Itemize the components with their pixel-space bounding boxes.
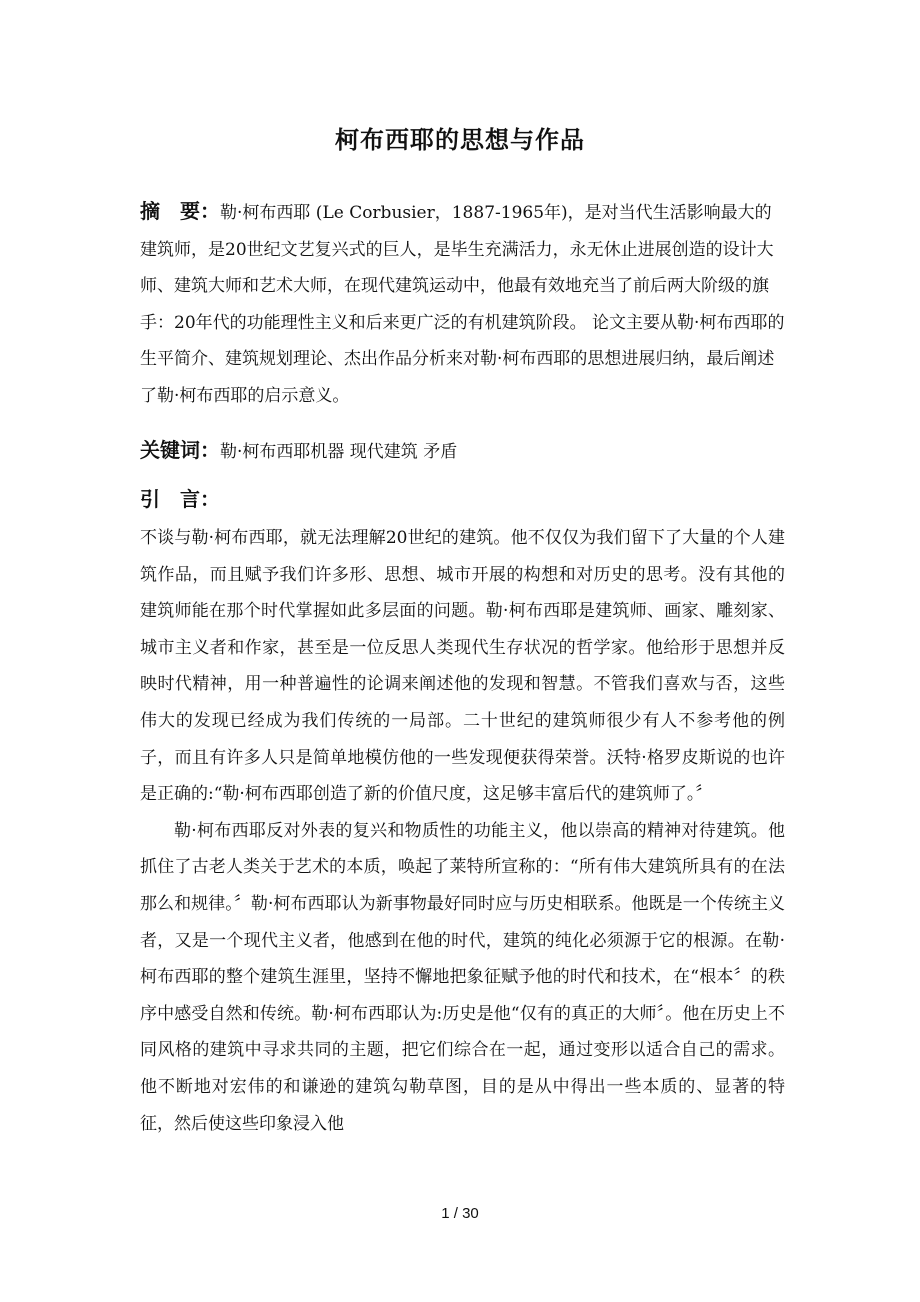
intro-section-heading [140,481,785,519]
keywords-text: 勒·柯布西耶机器 现代建筑 矛盾 [220,442,458,462]
intro-body [140,520,785,1142]
keywords-section [140,432,785,470]
document-title: 柯布西耶的思想与作品 [335,125,585,154]
paragraph: 不谈与勒·柯布西耶，就无法理解20世纪的建筑。他不仅仅为我们留下了大量的个人建筑作品，而且赋予我们许多形、思想、城市开展的构想和对历史的思考。没有其他的建筑师能在那个时代掌握如此多层面的问题。勒·柯布西耶是建筑师、画家、雕刻家、城市主义者和作家，甚至是一位反思人类现代生存状况的哲学家。他给形于思想并反映时代精神，用一种普遍性的论调来阐述他的发现和智慧。不管我们喜欢与否，这些伟大的发现已经成为我们传统的一局部。二十世纪的建筑师很少有人不参考他的例子，而且有许多人只是简单地模仿他的一些发现便获得荣誉。沃特·格罗皮斯说的也许是正确的:“勒·柯布西耶创造了新的价值尺度，这足够丰富后代的建筑师了。〞 [140,528,785,805]
page-number: 1 / 30 [441,1205,479,1222]
intro-heading: 引 言： [140,487,220,511]
abstract-text: 勒·柯布西耶 (Le Corbusier，1887-1965年)，是对当代生活影响最大的建筑师，是20世纪文艺复兴式的巨人，是毕生充满活力，永无休止进展创造的设计大师、建筑大师和艺术大师，在现代建筑运动中，他最有效地充当了前后两大阶级的旗手：20年代的功能理性主义和后来更广泛的有机建筑阶段。 论文主要从勒·柯布西耶的生平简介、建筑规划理论、杰出作品分析来对勒·柯布西耶的思想进展归纳，最后阐述了勒·柯布西耶的启示意义。 [140,203,785,406]
keywords-label: 关键词： [140,438,220,462]
abstract-section [140,193,785,414]
abstract-label: 摘 要： [140,199,220,223]
paragraph: 勒·柯布西耶反对外表的复兴和物质性的功能主义，他以崇高的精神对待建筑。他抓住了古老人类关于艺术的本质，唤起了莱特所宣称的：“所有伟大建筑所具有的在法那么和规律。〞勒·柯布西耶认为新事物最好同时应与历史相联系。他既是一个传统主义者，又是一个现代主义者，他感到在他的时代，建筑的纯化必须源于它的根源。在勒·柯布西耶的整个建筑生涯里，坚持不懈地把象征赋予他的时代和技术，在“根本〞的秩序中感受自然和传统。勒·柯布西耶认为:历史是他“仅有的真正的大师〞。他在历史上不同风格的建筑中寻求共同的主题，把它们综合在一起，通过变形以适合自己的需求。他不断地对宏伟的和谦逊的建筑勾勒草图，目的是从中得出一些本质的、显著的特征，然后使这些印象浸入他 [140,820,785,1134]
